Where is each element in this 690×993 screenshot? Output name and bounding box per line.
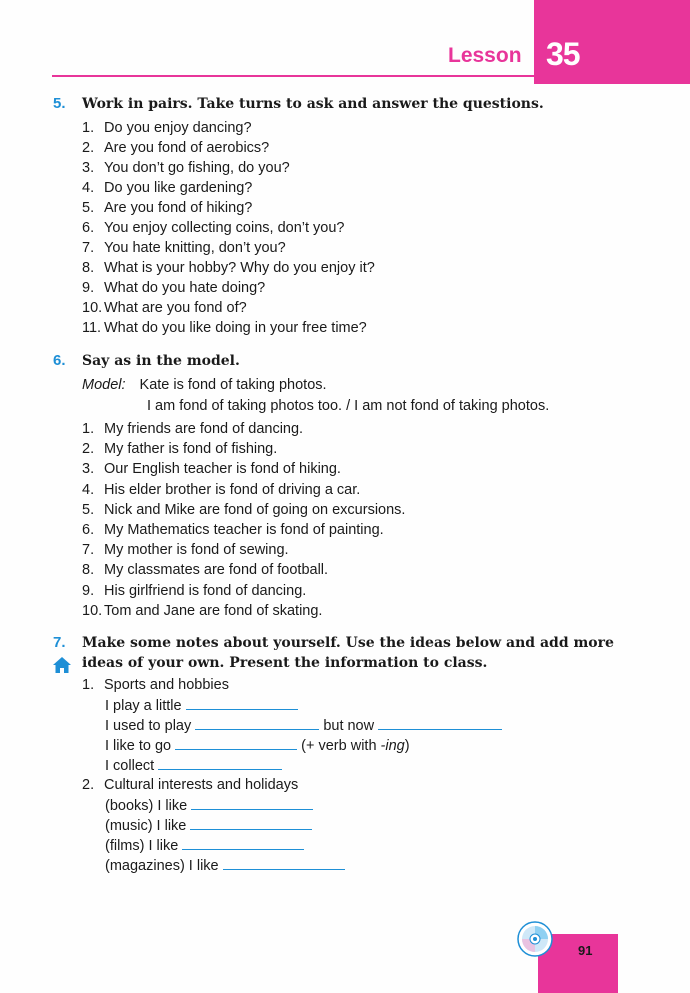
list-item (82, 220, 345, 236)
list-item (82, 441, 277, 457)
blank-line[interactable] (175, 737, 297, 750)
note-label: I like to go (105, 738, 172, 754)
section-1-number: 1. (82, 677, 95, 693)
list-item (82, 583, 306, 599)
header-rule (52, 75, 534, 77)
list-item-text: Our English teacher is fond of hiking. (104, 461, 341, 478)
note-films (105, 837, 304, 854)
blank-line[interactable] (186, 697, 298, 710)
list-item (82, 461, 341, 477)
note-books (105, 797, 313, 814)
section-2-number: 2. (82, 777, 95, 793)
list-item-text: His girlfriend is fond of dancing. (104, 582, 307, 599)
lesson-label: Lesson (448, 44, 522, 67)
list-item-number: 2. (82, 441, 95, 458)
list-item-number: 6. (82, 522, 95, 538)
list-item (82, 562, 328, 578)
note-play-a-little (105, 697, 298, 714)
list-item-text: What do you hate doing? (104, 280, 266, 296)
blank-line[interactable] (182, 837, 304, 850)
list-item-number: 11. (82, 320, 102, 336)
list-item-text: You don’t go fishing, do you? (104, 160, 290, 176)
list-item-text: My friends are fond of dancing. (104, 421, 304, 437)
list-item-text: Tom and Jane are fond of skating. (104, 602, 323, 619)
exercise-7-title-line-1: Make some notes about yourself. Use the ideas below and add more (82, 635, 614, 651)
list-item (82, 502, 405, 518)
exercise-5-title: Work in pairs. Take turns to ask and answer the questions. (82, 96, 544, 112)
list-item (82, 320, 367, 336)
note-hint: (+ verb with (301, 738, 381, 754)
note-label: I play a little (105, 698, 182, 714)
list-item (82, 260, 375, 276)
audio-cd-icon[interactable] (516, 920, 554, 958)
section-1-heading (82, 677, 229, 693)
note-label: (magazines) I like (105, 858, 219, 874)
list-item (82, 200, 252, 216)
exercise-6-title: Say as in the model. (82, 353, 240, 369)
list-item-text: Do you enjoy dancing? (104, 120, 252, 136)
list-item-text: His elder brother is fond of driving a car. (104, 481, 361, 498)
note-label: (films) I like (105, 838, 179, 854)
page-number: 91 (578, 943, 593, 958)
section-1-title: Sports and hobbies (104, 677, 229, 693)
list-item (82, 160, 290, 176)
list-item (82, 240, 286, 256)
exercise-5-number: 5. (53, 95, 66, 112)
list-item (82, 603, 322, 619)
section-2-title: Cultural interests and holidays (104, 777, 299, 793)
list-item (82, 120, 252, 136)
list-item-number: 1. (82, 421, 95, 437)
list-item-text: What do you like doing in your free time? (104, 320, 367, 336)
list-item-number: 9. (82, 582, 95, 599)
list-item-text: You hate knitting, don’t you? (104, 240, 286, 256)
list-item-number: 6. (82, 220, 95, 236)
list-item-text: My classmates are fond of football. (104, 562, 329, 579)
note-hint-ing: -ing (380, 738, 405, 754)
list-item (82, 421, 303, 437)
list-item-number: 7. (82, 542, 95, 559)
list-item-number: 7. (82, 240, 95, 256)
exercise-7-title-line-2: ideas of your own. Present the information to class. (82, 655, 488, 671)
model-line-1 (82, 377, 327, 393)
blank-line[interactable] (191, 797, 313, 810)
note-label: but now (323, 718, 375, 734)
list-item-number: 2. (82, 140, 95, 156)
list-item-text: My father is fond of fishing. (104, 441, 278, 458)
list-item (82, 482, 360, 498)
list-item (82, 542, 289, 558)
list-item (82, 522, 384, 538)
note-label: I collect (105, 758, 155, 774)
model-label: Model: (82, 377, 126, 393)
list-item-number: 10. (82, 602, 103, 619)
note-hint-close: ) (404, 738, 410, 754)
list-item-number: 4. (82, 180, 95, 196)
note-collect (105, 757, 282, 774)
list-item-text: Are you fond of aerobics? (104, 140, 270, 156)
list-item-number: 3. (82, 160, 95, 176)
list-item-text: What are you fond of? (104, 300, 247, 316)
section-2-heading (82, 777, 298, 793)
list-item-text: My mother is fond of sewing. (104, 542, 289, 559)
list-item (82, 180, 252, 196)
list-item-number: 9. (82, 280, 95, 296)
note-music (105, 817, 312, 834)
exercise-6-number: 6. (53, 352, 66, 369)
list-item-text: My Mathematics teacher is fond of painting. (104, 522, 384, 538)
lesson-number: 35 (546, 36, 580, 72)
note-label: I used to play (105, 718, 192, 734)
list-item-number: 10. (82, 300, 103, 316)
blank-line[interactable] (223, 857, 345, 870)
note-magazines (105, 857, 345, 874)
list-item-text: Are you fond of hiking? (104, 200, 253, 216)
model-sentence-1: Kate is fond of taking photos. (139, 377, 327, 393)
list-item-text: What is your hobby? Why do you enjoy it? (104, 260, 375, 276)
blank-line[interactable] (195, 717, 319, 730)
list-item-number: 8. (82, 260, 95, 276)
list-item-number: 4. (82, 481, 95, 498)
list-item-text: You enjoy collecting coins, don’t you? (104, 220, 345, 236)
blank-line[interactable] (378, 717, 502, 730)
model-line-2: I am fond of taking photos too. / I am not fond of taking photos. (147, 398, 550, 414)
list-item (82, 140, 269, 156)
note-used-to-play (105, 717, 502, 734)
note-label: (music) I like (105, 818, 187, 834)
list-item-text: Nick and Mike are fond of going on excursions. (104, 501, 406, 518)
home-icon (52, 655, 72, 675)
list-item-number: 5. (82, 501, 95, 518)
list-item-text: Do you like gardening? (104, 180, 253, 196)
blank-line[interactable] (158, 757, 282, 770)
note-like-to-go (105, 737, 410, 754)
exercise-7-number: 7. (53, 634, 66, 651)
list-item-number: 3. (82, 461, 95, 478)
note-label: (books) I like (105, 798, 188, 814)
list-item-number: 5. (82, 200, 95, 216)
list-item-number: 8. (82, 562, 95, 579)
blank-line[interactable] (190, 817, 312, 830)
list-item-number: 1. (82, 120, 95, 136)
list-item (82, 280, 265, 296)
list-item (82, 300, 247, 316)
